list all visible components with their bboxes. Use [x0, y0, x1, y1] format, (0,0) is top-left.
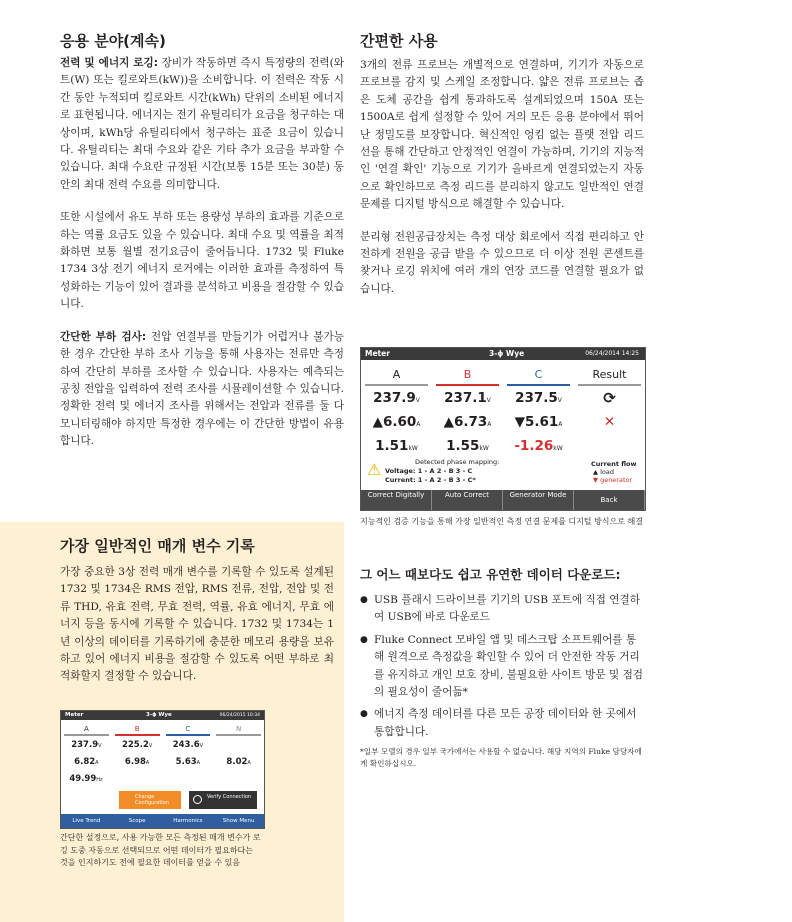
- meter-screen-small: [60, 710, 265, 829]
- small-meter-softkeys: [61, 814, 264, 828]
- paragraph-probes: 3개의 전류 프로브는 개별적으로 연결하며, 기기가 자동으로 프로브를 감지 및 스케일 조정합니다. 얇은 전류 프로브는 좁은 도체 공간을 쉽게 통과하도록 설계되었으며 150A 또는 1500A로 쉽게 설정할 수 있어 거의 모든 응용 분야에서 뛰어난 정밀도를 보장합니다. 혁신적인 엉킴 없는 플랫 전압 리드선을 통해 간단하고 안정적인 연결이 가능하며, 기기의 지능적인 '연결 확인' 기능으로 기기가 올바르게 연결되었는지 자동으로 확인하므로 측정 리드를 분리하지 않고도 일반적인 연결 문제를 디지털 방식으로 해결할 수 있습니다.: [360, 59, 645, 211]
- download-section: [360, 565, 644, 770]
- small-volt-c: 243.6V: [172, 739, 204, 750]
- softkey-correct-digitally[interactable]: Correct Digitally: [361, 490, 432, 510]
- paragraph-power-factor: 또한 시설에서 유도 부하 또는 용량성 부하의 효과를 기준으로 하는 역률 요금도 있을 수 있습니다. 최대 수요 및 역률을 최적화하면 보통 월별 전기요금이 줄어듭니다. 1732 및 Fluke 1734 3상 전기 에너지 로거에는 이러한 효과를 측정하여 특성화하는 기능이 있어 결과를 분석하고 비용을 절감할 수 있습니다.: [60, 211, 344, 311]
- paragraph-power-supply: 분리형 전원공급장치는 측정 대상 회로에서 직접 편리하고 안전하게 전원을 공급 받을 수 있으므로 더 이상 전원 콘센트를 찾거나 로깅 위치에 여러 개의 연장 코드를 연결할 필요가 없습니다.: [360, 230, 644, 295]
- kw-c: -1.26kW: [514, 438, 563, 454]
- small-header-n: N: [216, 723, 261, 736]
- paragraph-power-logging: [60, 55, 344, 194]
- footnote: *일부 모델의 경우 일부 국가에서는 사용할 수 없습니다. 해당 지역의 Fluke 담당자에게 확인하십시오.: [360, 747, 642, 769]
- large-meter-caption: 지능적인 검증 기능을 통해 가장 일반적인 측정 연결 문제를 디지털 방식으로 해결: [360, 517, 643, 526]
- refresh-icon: ⟳: [603, 389, 616, 407]
- softkey-scope[interactable]: Scope: [128, 818, 146, 824]
- error-x-icon: ✕: [603, 414, 616, 430]
- small-meter-headers: [61, 723, 264, 736]
- small-frequency: 49.99Hz: [69, 773, 103, 784]
- small-current-row: [61, 753, 264, 770]
- phase-mapping: [365, 458, 641, 488]
- meter-softkeys: [361, 490, 645, 510]
- header-phase-c: C: [507, 366, 570, 386]
- current-mapping: Current: 1 - A 2 - B 3 - C*: [385, 476, 476, 484]
- softkey-back[interactable]: Back: [574, 490, 645, 510]
- header-phase-b: B: [436, 366, 499, 386]
- small-meter-topbar: [61, 711, 264, 720]
- verify-connection-button[interactable]: Verify Connection: [189, 791, 257, 809]
- right-column: [360, 30, 644, 298]
- detected-label: Detected phase mapping:: [415, 458, 500, 466]
- change-configuration-button[interactable]: Change Configuration: [119, 791, 181, 809]
- softkey-auto-correct[interactable]: Auto Correct: [432, 490, 503, 510]
- section-title-applications: 응용 분야(계속): [60, 32, 166, 50]
- small-meter-caption: 간단한 설정으로, 사용 가능한 모든 측정된 매개 변수가 로깅 도중 자동으로 선택되므로 어떤 데이터가 필요하다는 것을 인지하기도 전에 필요한 데이터를 얻을 수 있음: [60, 833, 261, 867]
- kw-a: 1.51kW: [375, 438, 418, 454]
- header-result: Result: [578, 366, 641, 386]
- meter-title: Meter: [365, 349, 390, 358]
- paragraph-load-study: [60, 329, 344, 451]
- power-row: [361, 434, 645, 458]
- small-header-c: C: [166, 723, 211, 736]
- small-voltage-row: [61, 736, 264, 753]
- magnifier-icon: [193, 795, 202, 804]
- small-meter-title: Meter: [65, 712, 84, 718]
- amp-c: ▼5.61A: [514, 414, 563, 430]
- voltage-row: [361, 386, 645, 410]
- download-list: [360, 592, 644, 741]
- current-flow-load: ▲ load: [593, 468, 614, 476]
- small-amp-a: 6.82A: [74, 756, 99, 767]
- left-column: [60, 30, 344, 451]
- small-volt-a: 237.9V: [71, 739, 102, 750]
- section-title-ease-of-use: 간편한 사용: [360, 32, 438, 50]
- voltage-mapping: Voltage: 1 - A 2 - B 3 - C: [385, 467, 473, 475]
- softkey-show-menu[interactable]: Show Menu: [222, 818, 255, 824]
- small-amp-n: 8.02A: [226, 756, 251, 767]
- panel-content: [60, 535, 334, 686]
- meter-screen-large: [360, 347, 646, 511]
- current-flow-title: Current flow: [591, 460, 637, 468]
- download-title: 그 어느 때보다도 쉽고 유연한 데이터 다운로드:: [360, 567, 621, 582]
- volt-b: 237.1V: [444, 390, 491, 406]
- list-item: ● Fluke Connect 모바일 앱 및 데스크탑 소프트웨어를 통해 원격으로 측정값을 확인할 수 있어 더 안전한 작동 거리를 유지하고 개인 보호 장비, 불필요한 사이트 방문 및 점검의 필요성이 줄어듦*: [360, 632, 644, 702]
- text-load-study: 전압 연결부를 만들기가 어렵거나 불가능한 경우 간단한 부하 조사 기능을 통해 사용자는 전류만 측정하여 간단히 부하를 조사할 수 있습니다. 사용자는 예측되는 공칭 전압을 입력하여 전력 조사를 시뮬레이션할 수 있습니다. 정확한 전력 및 에너지 조사를 위해서는 전압과 전류를 둘 다 모니터링해야 하지만 특정한 경우에는 이 간단한 방법이 유용합니다.: [60, 330, 344, 448]
- volt-c: 237.5V: [515, 390, 562, 406]
- current-row: [361, 410, 645, 434]
- list-item: ● 에너지 측정 데이터를 다른 모든 공장 데이터와 한 곳에서 통합합니다.: [360, 706, 644, 741]
- small-volt-b: 225.2V: [121, 739, 153, 750]
- list-item: ● USB 플래시 드라이브를 기기의 USB 포트에 직접 연결하여 USB에 바로 다운로드: [360, 592, 644, 627]
- current-flow-generator: ▼ generator: [593, 476, 633, 484]
- kw-b: 1.55kW: [446, 438, 489, 454]
- volt-a: 237.9V: [373, 390, 420, 406]
- small-amp-c: 5.63A: [175, 756, 201, 767]
- lead-power-logging: 전력 및 에너지 로깅:: [60, 57, 158, 69]
- lead-load-study: 간단한 부하 검사:: [60, 330, 147, 343]
- warning-icon: ⚠: [367, 460, 382, 479]
- amp-a: ▲6.60A: [372, 414, 421, 430]
- meter-date: 06/24/2014 14:25: [585, 350, 639, 357]
- amp-b: ▲6.73A: [443, 414, 492, 430]
- text-power-logging: 장비가 작동하면 즉시 특정량의 전력(와트(W) 또는 킬로와트(kW))을 소비합니다. 이 전력은 작동 시간 동안 누적되며 킬로와트 시간(kWh) 단위의 소비된 에너지로 표현됩니다. 에너지는 전기 유틸리티가 요금을 청구하는 대상이며, kWh당 유틸리티에서 청구하는 표준 요금이 있습니다. 유틸리티는 최대 수요와 같은 기타 추가 요금을 부과할 수 있습니다. 최대 수요란 규정된 시간(보통 15분 또는 30분) 동안의 최대 전력 수요를 의미합니다.: [60, 57, 344, 191]
- small-amp-b: 6.98A: [124, 756, 150, 767]
- softkey-generator-mode[interactable]: Generator Mode: [503, 490, 574, 510]
- meter-headers: [361, 366, 645, 386]
- panel-body: 가장 중요한 3상 전력 매개 변수를 기록할 수 있도록 설계된 1732 및 1734은 RMS 전압, RMS 전류, 전압, 전압 및 전류 THD, 유효 전력, 무효 전력, 역률, 유효 에너지, 무효 에너지 등을 동시에 기록할 수 있습니다. 1732 및 1734는 1년 이상의 데이터를 기록하기에 충분한 메모리 용량을 보유하고 있어 에너지 비용을 절감할 수 있도록 어떤 부하로 최적화할지 결정할 수 있습니다.: [60, 566, 334, 683]
- header-phase-a: A: [365, 366, 428, 386]
- small-meter-date: 06/24/2015 10:34: [219, 713, 260, 718]
- small-header-a: A: [64, 723, 109, 736]
- meter-topbar: [361, 348, 645, 360]
- small-meter-mode: 3-ϕ Wye: [146, 712, 172, 718]
- softkey-harmonics[interactable]: Harmonics: [173, 818, 203, 824]
- softkey-live-trend[interactable]: Live Trend: [72, 818, 101, 824]
- meter-mode: 3-ϕ Wye: [489, 349, 525, 358]
- small-header-b: B: [115, 723, 160, 736]
- small-freq-row: [61, 770, 264, 787]
- panel-title: 가장 일반적인 매개 변수 기록: [60, 537, 255, 555]
